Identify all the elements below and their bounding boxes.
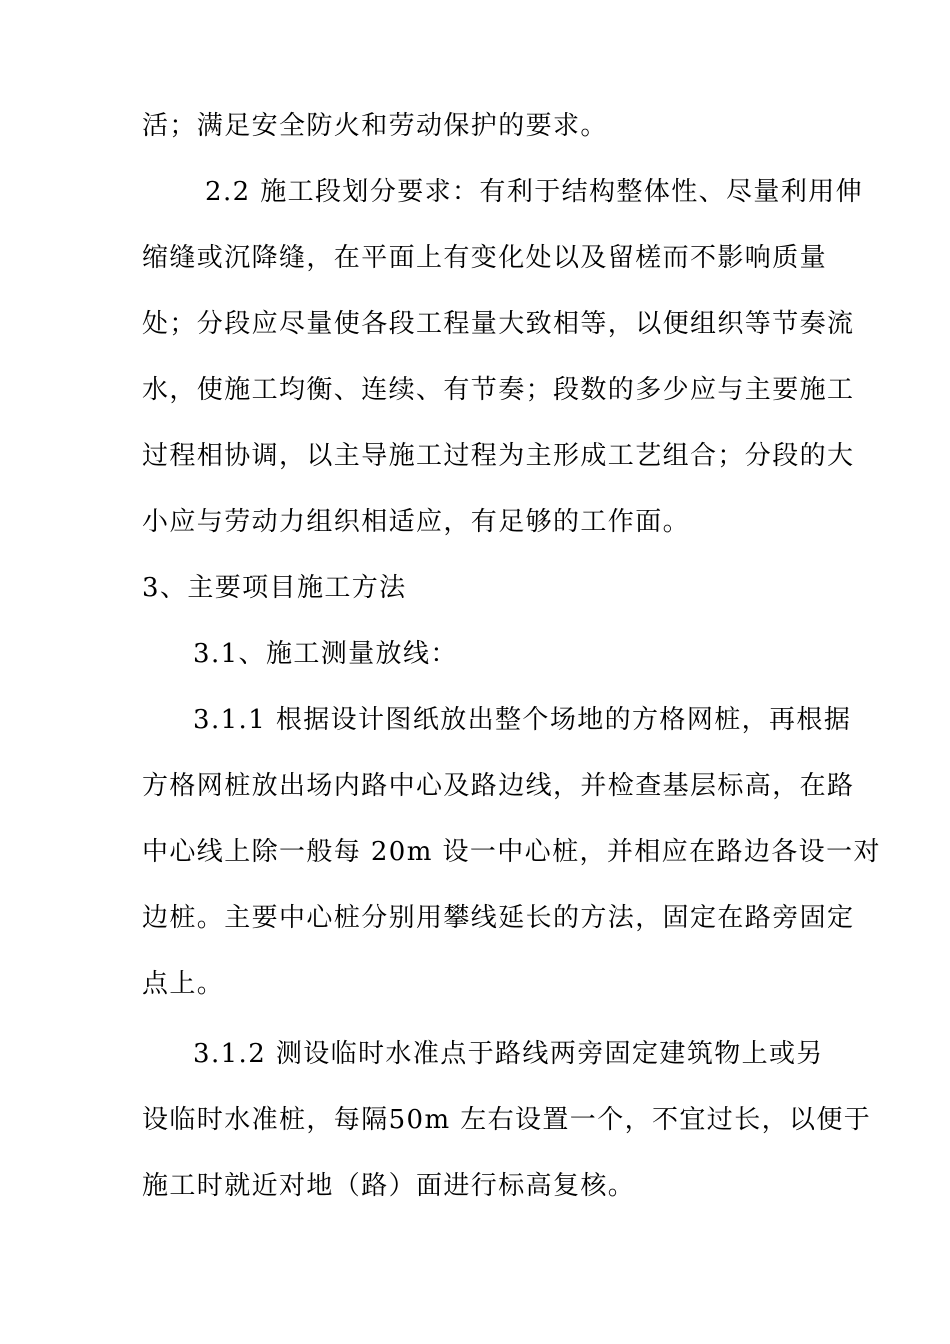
text-line: 处；分段应尽量使各段工程量大致相等，以便组织等节奏流 [142,309,855,339]
text-line: 施工时就近对地（路）面进行标高复核。 [142,1171,636,1201]
text-line: 过程相协调，以主导施工过程为主形成工艺组合；分段的大 [142,441,855,471]
text-line: 缩缝或沉降缝，在平面上有变化处以及留槎而不影响质量 [142,243,828,273]
section-heading-3-1: 3.1、施工测量放线： [193,639,458,669]
section-heading-3-1-1: 3.1.1 根据设计图纸放出整个场地的方格网桩，再根据 [193,705,852,735]
text-line: 边桩。主要中心桩分别用攀线延长的方法，固定在路旁固定 [142,903,855,933]
text-line: 小应与劳动力组织相适应，有足够的工作面。 [142,507,691,537]
section-heading-3-1-2: 3.1.2 测设临时水准点于路线两旁固定建筑物上或另 [193,1039,824,1069]
text-line: 设临时水准桩，每隔50m 左右设置一个，不宜过长，以便于 [142,1105,872,1135]
text-line: 活；满足安全防火和劳动保护的要求。 [142,111,608,141]
section-heading-3: 3、主要项目施工方法 [142,573,407,603]
text-line: 中心线上除一般每 20m 设一中心桩，并相应在路边各设一对 [142,837,881,867]
section-heading-2-2: 2.2 施工段划分要求：有利于结构整体性、尽量利用伸 [205,177,864,207]
text-line: 点上。 [142,969,225,999]
text-line: 方格网桩放出场内路中心及路边线，并检查基层标高，在路 [142,771,855,801]
text-line: 水，使施工均衡、连续、有节奏；段数的多少应与主要施工 [142,375,855,405]
